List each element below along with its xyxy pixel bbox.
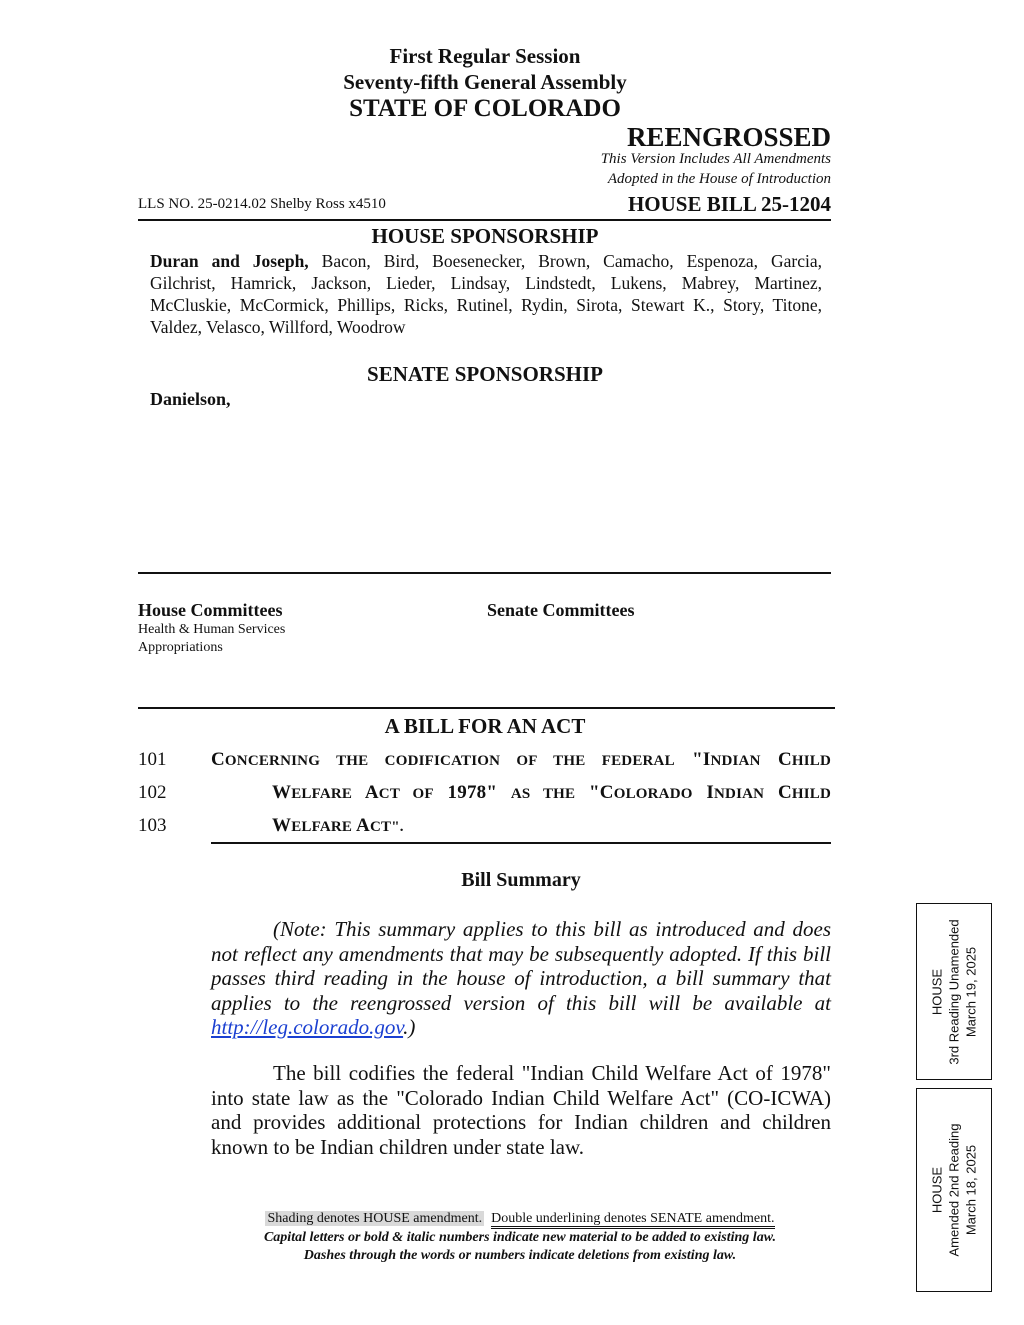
- house-sponsorship-heading: HOUSE SPONSORSHIP: [371, 224, 599, 248]
- committees-rule: [138, 707, 835, 709]
- third-reading-stamp: [916, 903, 992, 1080]
- session-title: First Regular Session: [389, 44, 581, 68]
- house-committees-heading: House Committees: [138, 600, 283, 620]
- senate-committees-heading: Senate Committees: [487, 600, 635, 620]
- footer-amendment-legend: [0, 1211, 1024, 1227]
- state-title: STATE OF COLORADO: [349, 95, 621, 122]
- house-sponsors-line-1: [150, 250, 822, 272]
- version-note-1: This Version Includes All Amendments: [600, 151, 831, 167]
- house-sponsors: [150, 250, 822, 338]
- version-note-2: Adopted in the House of Introduction: [607, 171, 831, 187]
- house-sponsors-line-4: Valdez, Velasco, Willford, Woodrow: [150, 317, 406, 337]
- house-shading-note: Shading denotes HOUSE amendment.: [267, 1211, 483, 1226]
- senate-underline-note: Double underlining denotes SENATE amendment.: [491, 1211, 774, 1229]
- line-number-101: 101: [138, 749, 167, 770]
- bill-summary-heading: Bill Summary: [461, 869, 581, 891]
- bill-title-line-2: WELFARE ACT OF 1978" AS THE "COLORADO INDIAN CHILD: [272, 782, 832, 803]
- assembly-title: Seventy-fifth General Assembly: [343, 70, 627, 94]
- sponsorship-rule: [138, 572, 831, 574]
- bill-title-line-3: WELFARE ACT".: [272, 815, 404, 836]
- house-sponsors-line-3: McCluskie, McCormick, Phillips, Ricks, Rutinel, Rydin, Sirota, Stewart K., Story, Titone,: [150, 295, 822, 315]
- bill-number: HOUSE BILL 25-1204: [627, 192, 831, 216]
- house-committee-1: Health & Human Services: [138, 622, 286, 637]
- header-rule: [138, 219, 831, 221]
- footer-capital-letters-note: Capital letters or bold & italic numbers indicate new material to be added to existing law.: [263, 1230, 777, 1245]
- line-number-102: 102: [138, 782, 167, 803]
- bill-title-rule: [211, 842, 831, 844]
- reengrossed-label: REENGROSSED: [626, 122, 831, 152]
- summary-body: The bill codifies the federal "Indian Child Welfare Act of 1978" into state law as the "Colorado Indian Child Welfare Act" (CO-ICWA) and provides additional protections for Indian children and children known to be Indian children under state law.: [211, 1061, 831, 1159]
- summary-note: (Note: This summary applies to this bill as introduced and does not reflect any amendments that may be subsequently adopted. If this bill passes third reading in the house of introduction, a bill summary that applies to the reengrossed version of this bill will be available at http://leg.colorado.gov.): [211, 917, 831, 1039]
- senate-prime-sponsor: Danielson,: [150, 389, 231, 409]
- third-reading-stamp-text: HOUSE 3rd Reading Unamended March 19, 2025: [929, 918, 979, 1065]
- lls-number: LLS NO. 25-0214.02 Shelby Ross x4510: [138, 196, 386, 212]
- house-prime-sponsors: Duran and Joseph,: [150, 251, 309, 271]
- bill-title-line-1: CONCERNING THE CODIFICATION OF THE FEDERAL "INDIAN CHILD: [211, 749, 832, 770]
- house-sponsors-line-1-rest: Bacon, Bird, Boesenecker, Brown, Camacho, Espenoza, Garcia,: [321, 251, 822, 271]
- footer-dashes-note: Dashes through the words or numbers indicate deletions from existing law.: [303, 1248, 737, 1263]
- senate-sponsorship-heading: SENATE SPONSORSHIP: [367, 362, 603, 386]
- leg-colorado-link[interactable]: http://leg.colorado.gov: [211, 1015, 404, 1039]
- house-sponsors-line-2: Gilchrist, Hamrick, Jackson, Lieder, Lindsay, Lindstedt, Lukens, Mabrey, Martinez,: [150, 273, 822, 293]
- line-number-103: 103: [138, 815, 167, 836]
- bill-act-heading: A BILL FOR AN ACT: [384, 714, 586, 738]
- house-committee-2: Appropriations: [138, 640, 223, 655]
- second-reading-stamp-text: HOUSE Amended 2nd Reading March 18, 2025: [929, 1123, 979, 1257]
